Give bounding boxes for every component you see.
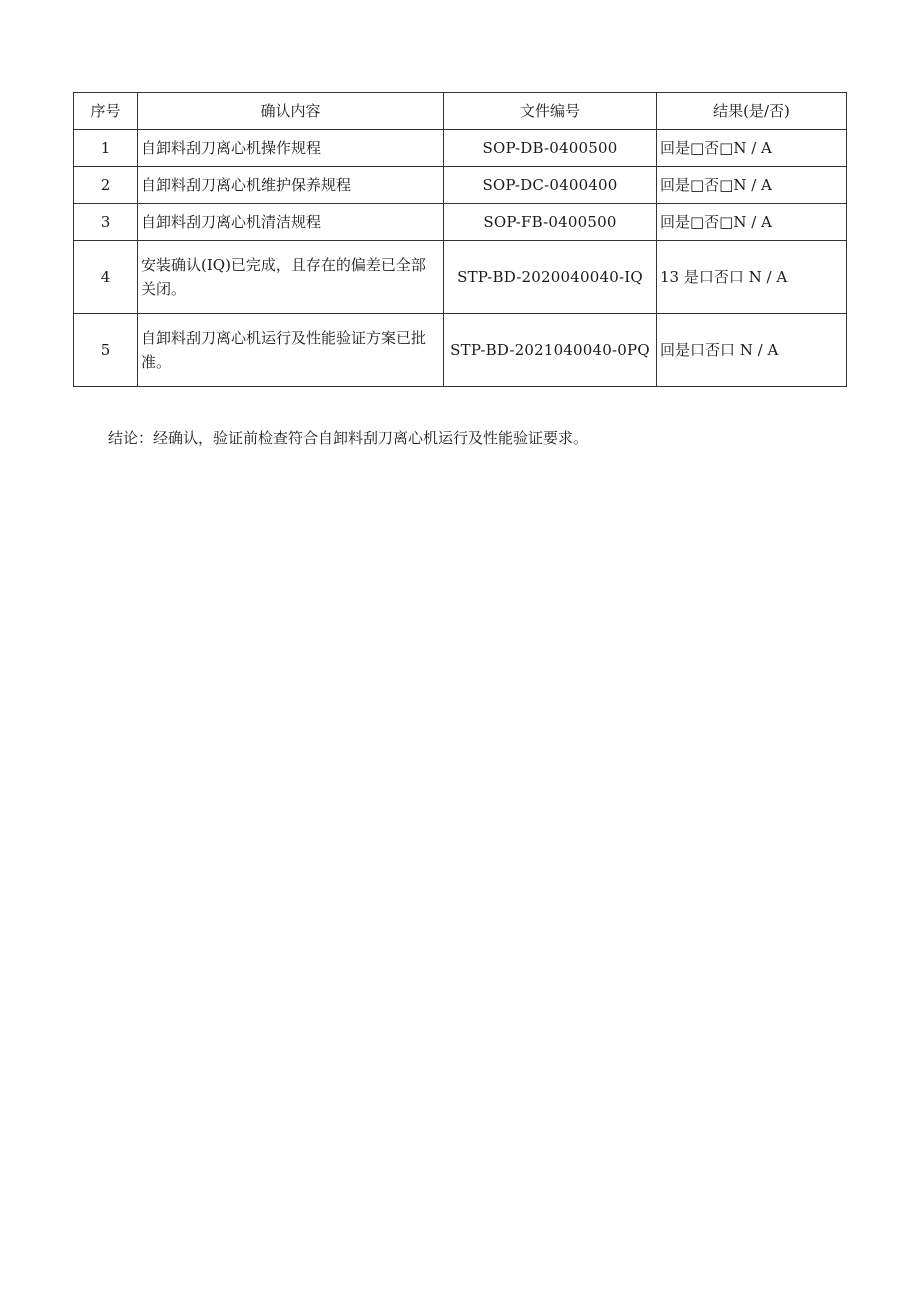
row-no: 2 xyxy=(74,167,138,204)
row-content: 自卸料刮刀离心机维护保养规程 xyxy=(138,167,444,204)
header-result: 结果(是/否) xyxy=(657,93,847,130)
table-row xyxy=(74,167,847,204)
row-no: 3 xyxy=(74,204,138,241)
header-doc: 文件编号 xyxy=(444,93,657,130)
row-result: 回是□否□N / A xyxy=(657,167,847,204)
row-result: 13 是口否口 N / A xyxy=(657,241,847,314)
row-no: 5 xyxy=(74,314,138,387)
row-doc: SOP-FB-0400500 xyxy=(444,204,657,241)
row-content: 自卸料刮刀离心机操作规程 xyxy=(138,130,444,167)
row-result: 回是□否□N / A xyxy=(657,130,847,167)
conclusion-text: 结论：经确认，验证前检查符合自卸料刮刀离心机运行及性能验证要求。 xyxy=(108,429,589,447)
table-row xyxy=(74,314,847,387)
row-content: 自卸料刮刀离心机清洁规程 xyxy=(138,204,444,241)
row-content: 自卸料刮刀离心机运行及性能验证方案已批准。 xyxy=(138,314,444,387)
table-row xyxy=(74,130,847,167)
row-no: 1 xyxy=(74,130,138,167)
table-row xyxy=(74,241,847,314)
row-result: 回是口否口 N / A xyxy=(657,314,847,387)
row-no: 4 xyxy=(74,241,138,314)
row-content: 安装确认(IQ)已完成，且存在的偏差已全部关闭。 xyxy=(138,241,444,314)
table-header-row xyxy=(74,93,847,130)
row-doc: STP-BD-2021040040-0PQ xyxy=(444,314,657,387)
row-result: 回是□否□N / A xyxy=(657,204,847,241)
row-doc: SOP-DC-0400400 xyxy=(444,167,657,204)
row-doc: SOP-DB-0400500 xyxy=(444,130,657,167)
table-row xyxy=(74,204,847,241)
header-no: 序号 xyxy=(74,93,138,130)
header-content: 确认内容 xyxy=(138,93,444,130)
verification-table xyxy=(73,92,847,387)
row-doc: STP-BD-2020040040-IQ xyxy=(444,241,657,314)
